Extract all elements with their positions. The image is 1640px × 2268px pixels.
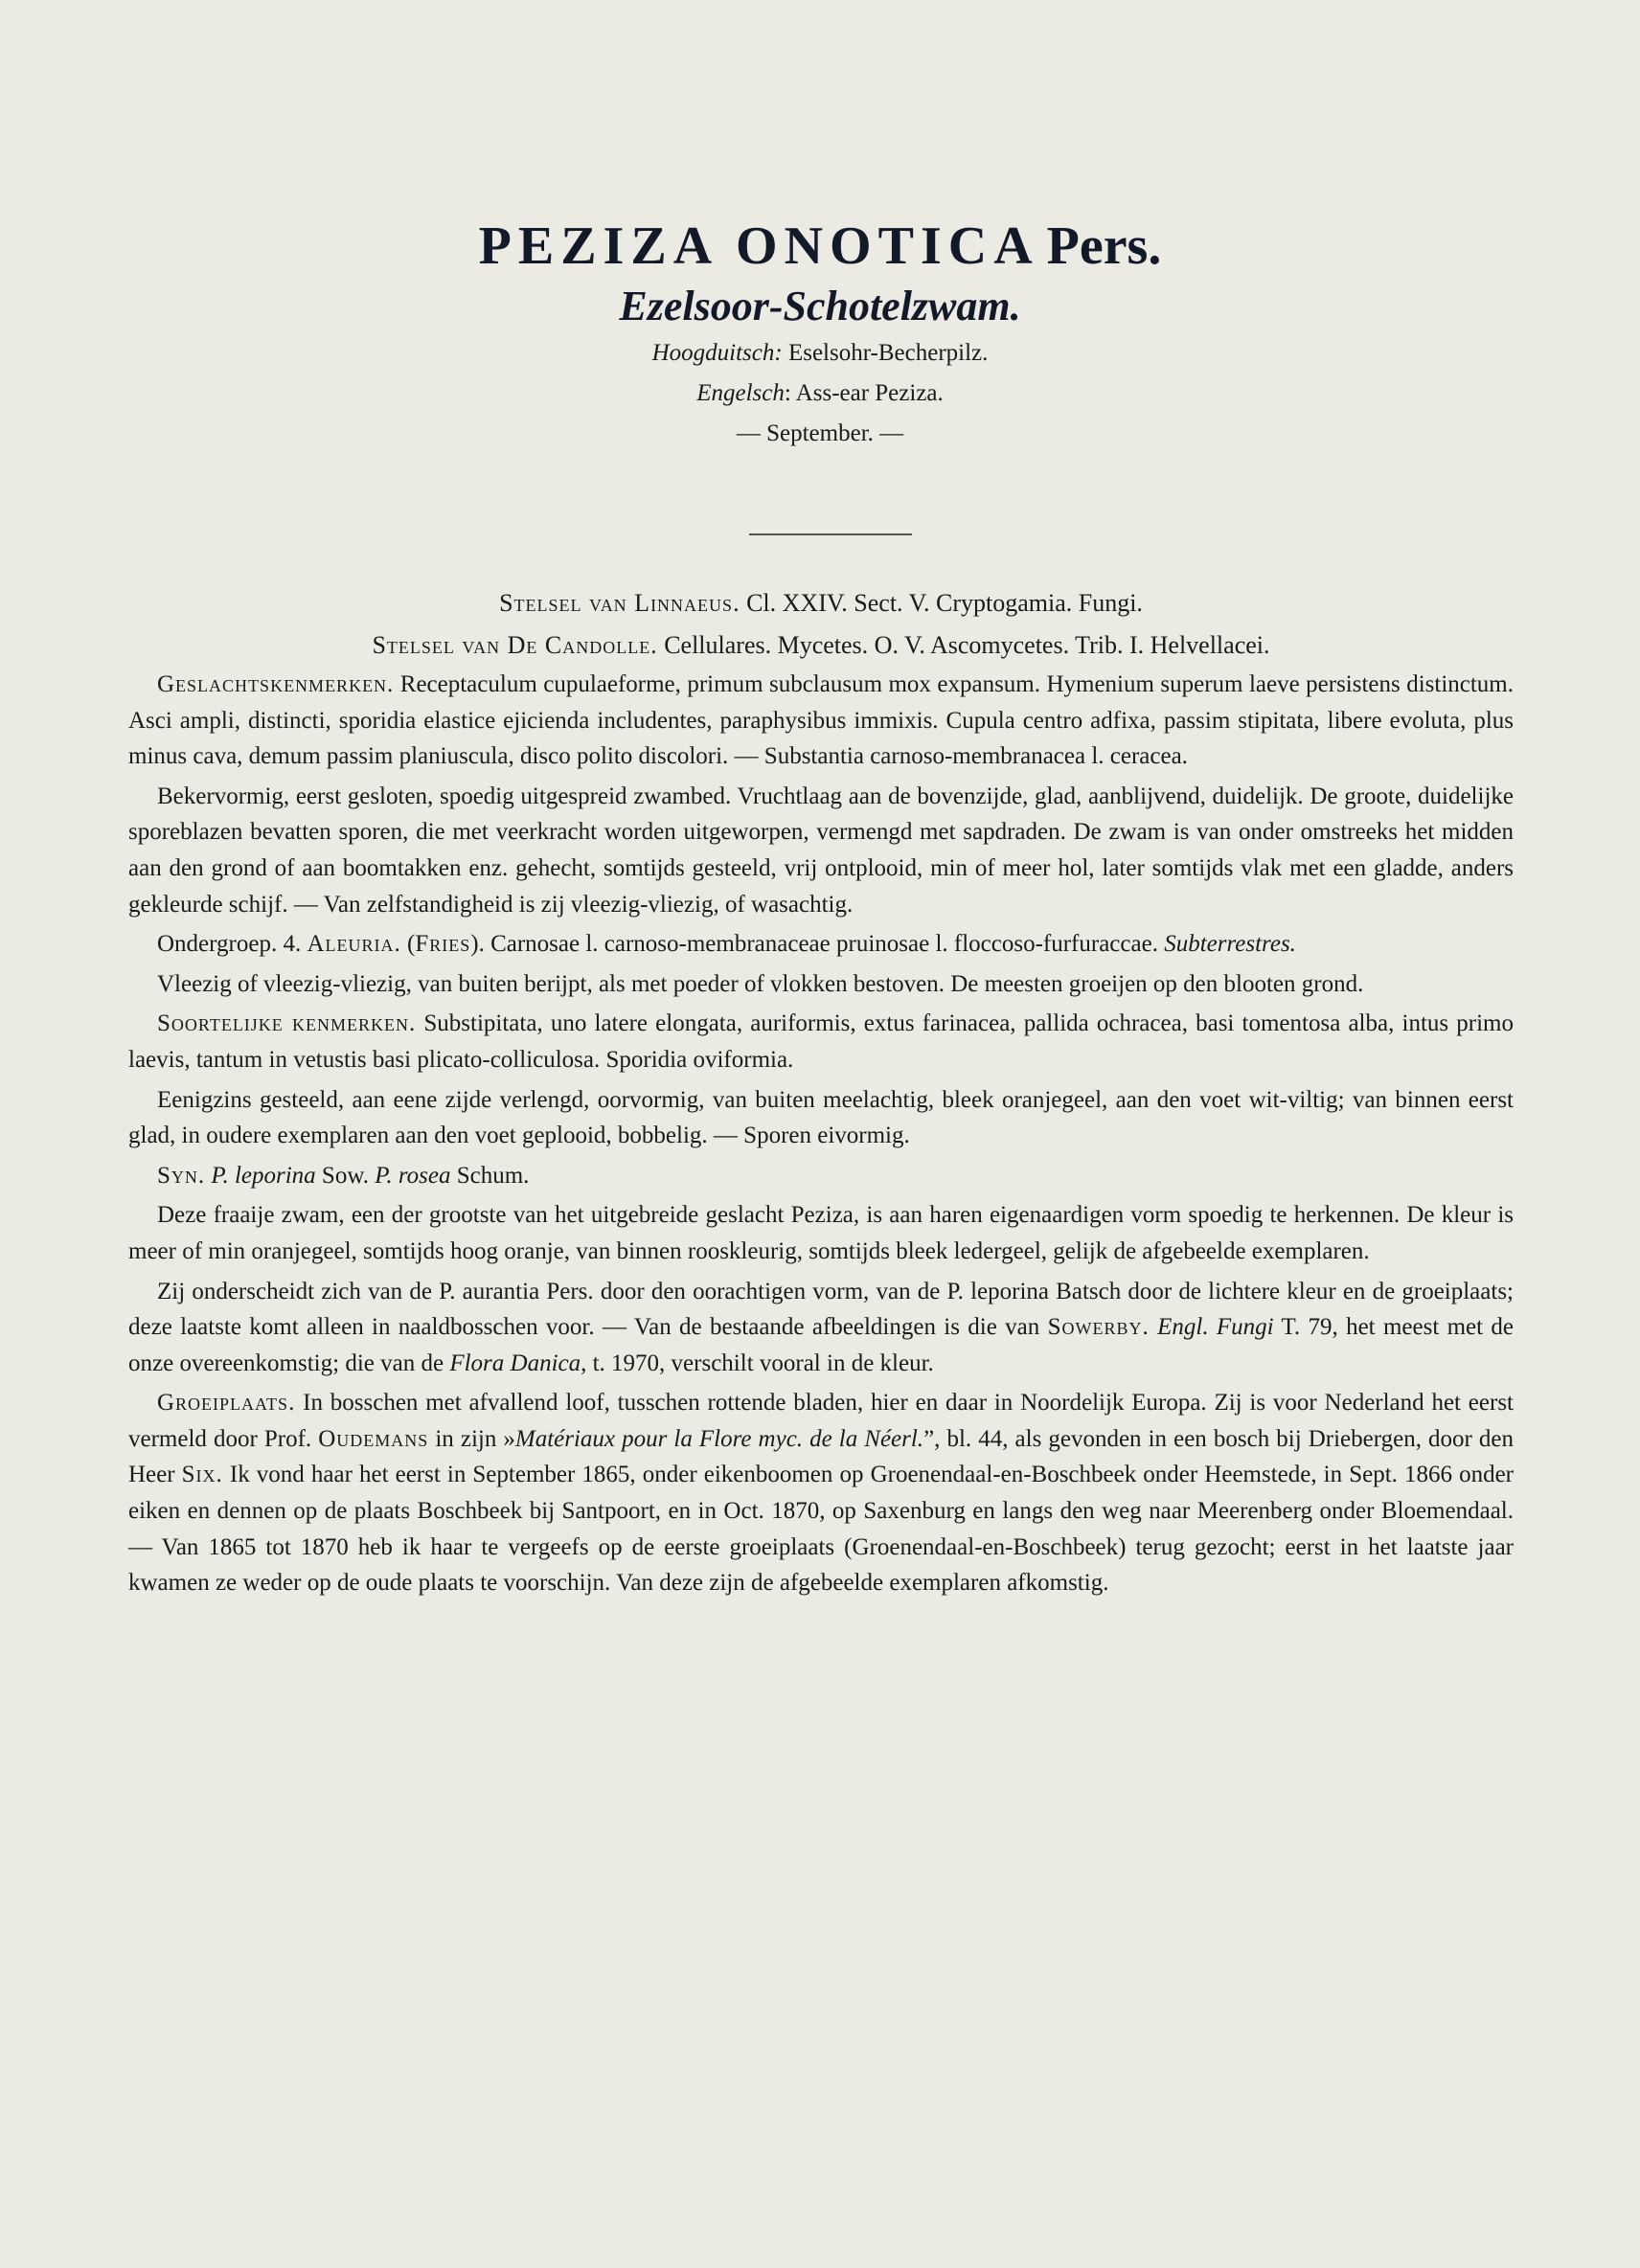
species-characters-latin	[128, 1006, 1514, 1077]
subgroup-prefix: Ondergroep. 4.	[157, 931, 308, 958]
habitat-work-title: Matériaux pour la Flore myc. de la Néerl.	[514, 1425, 924, 1452]
species-title	[0, 213, 1640, 280]
genus-characters-latin	[128, 667, 1514, 775]
species-latin-text: Substipitata, uno latere elongata, auriformis, extus farinacea, pallida ochracea, basi tomentosa alba, intus primo laevis, tantum in vetustis basi plicato-colliculosa. Sporidia oviformia.	[128, 1010, 1514, 1073]
english-label: Engelsch	[696, 380, 785, 406]
subgroup-name: Aleuria.	[307, 931, 401, 958]
month-line: — September. —	[736, 420, 904, 446]
subgroup-subterrestres: Subterrestres.	[1164, 931, 1296, 958]
german-name: Eselsohr-Becherpilz.	[782, 340, 989, 366]
syn-leporina: P. leporina	[205, 1162, 316, 1189]
desc2-text-a: Zij onderscheidt zich van de P. aurantia Pers. door den oorachtigen vorm, van de P. leporina Batsch door de lichtere kleur en de groeiplaats; deze laatste komt alleen in naaldbosschen voor. — Van de bestaande afbeeldingen is die van	[128, 1278, 1514, 1341]
main-text	[128, 582, 1514, 1605]
title-author: Pers.	[1046, 216, 1162, 276]
synonyms	[128, 1158, 1514, 1194]
subgroup-fries: Fries	[415, 931, 471, 958]
subgroup-paragraph	[128, 926, 1514, 963]
description-1: Deze fraaije zwam, een der grootste van het uitgebreide geslacht Peziza, is aan haren eigenaardigen vorm spoedig te herkennen. De kleur is meer of min oranjegeel, somtijds hoog oranje, van binnen rooskleurig, somtijds bleek ledergeel, gelijk de afgebeelde exemplaren.	[128, 1202, 1514, 1264]
subgroup-latin: ). Carnosae l. carnoso-membranaceae pruinosae l. floccoso-furfuraccae.	[470, 931, 1165, 958]
syn-sow: Sow.	[315, 1162, 376, 1189]
english-name-line	[0, 374, 1640, 414]
english-name: : Ass-ear Peziza.	[784, 380, 944, 406]
habitat-text-d: Ik vond haar het eerst in September 1865, onder eikenboomen op Groenendaal-en-Boschbeek onder Heemstede, in Sept. 1866 onder eiken en dennen op de plaats Boschbeek bij Santpoort, en in Oct. 1870, op Saxenburg en langs den weg naar Meerenberg onder Bloemendaal. — Van 1865 tot 1870 heb ik haar te vergeefs op de eerste groeiplaats (Groenendaal-en-Boschbeek) terug gezocht; eerst in het laatste jaar kwamen ze weder op de oude plaats te voorschijn. Van deze zijn de afgebeelde exemplaren afkomstig.	[128, 1462, 1514, 1597]
divider-rule	[749, 533, 912, 535]
subgroup-dutch: Vleezig of vleezig-vliezig, van buiten berijpt, als met poeder of vlokken bestoven. De meesten groeijen op den blooten grond.	[157, 970, 1364, 997]
german-label: Hoogduitsch:	[651, 340, 783, 366]
syn-rosea: P. rosea	[375, 1162, 451, 1189]
linnaeus-system	[128, 582, 1514, 624]
linnaeus-label: Stelsel van Linnaeus.	[499, 589, 740, 617]
linnaeus-text: Cl. XXIV. Sect. V. Cryptogamia. Fungi.	[740, 589, 1143, 617]
syn-schum: Schum.	[450, 1162, 530, 1189]
habitat-text-a: In bosschen met afvallend loof, tusschen rottende bladen, hier en daar in Noordelijk Europa. Zij is voor Nederland het eerst vermeld door Prof.	[128, 1390, 1514, 1452]
header	[0, 213, 1640, 454]
habitat-oudemans: Oudemans	[318, 1425, 429, 1452]
dutch-common-name: Ezelsoor-Schotelzwam.	[619, 283, 1021, 329]
desc2-sowerby: Sowerby.	[1047, 1314, 1150, 1341]
genus-characters-dutch: Bekervormig, eerst gesloten, spoedig uitgespreid zwambed. Vruchtlaag aan de bovenzijde, glad, aanblijvend, duidelijk. De groote, duidelijke sporeblazen bevatten sporen, die met veerkracht worden uitgeworpen, vermengd met sapdraden. De zwam is van onder omstreeks het midden aan den grond of aan boomtakken enz. gehecht, somtijds gesteeld, vrij ontplooid, min of meer hol, later somtijds vlak met een gladde, anders gekleurde schijf. — Van zelfstandigheid is zij vleezig-vliezig, of wasachtig.	[128, 782, 1514, 918]
candolle-text: Cellulares. Mycetes. O. V. Ascomycetes. Trib. I. Helvellacei.	[657, 631, 1270, 659]
description-2	[128, 1274, 1514, 1382]
habitat-six: Six.	[181, 1462, 223, 1488]
species-label: Soortelijke kenmerken.	[157, 1010, 417, 1037]
title-genus-species: PEZIZA ONOTICA	[478, 216, 1039, 276]
desc2-text-b: T. 79, het meest met de onze overeenkomstig; die van de	[128, 1314, 1515, 1376]
habitat-text-b: in zijn »	[428, 1425, 515, 1452]
candolle-system	[128, 624, 1514, 667]
genus-label: Geslachtskenmerken.	[157, 671, 395, 697]
habitat-label: Groeiplaats.	[157, 1390, 296, 1417]
desc2-flora-danica: Flora Danica	[449, 1349, 581, 1376]
habitat-text-c: ”, bl. 44, als gevonden in een bosch bij Driebergen, door den Heer	[128, 1425, 1514, 1488]
subgroup-paren-open: (	[400, 931, 416, 958]
syn-label: Syn.	[157, 1162, 206, 1189]
candolle-label: Stelsel van De Candolle.	[372, 631, 658, 659]
species-characters-dutch: Eenigzins gesteeld, aan eene zijde verlengd, oorvormig, van buiten meelachtig, bleek oranjegeel, aan den voet wit-viltig; van binnen eerst glad, in oudere exemplaren aan den voet geplooid, bobbelig. — Sporen eivormig.	[128, 1086, 1514, 1149]
german-name-line	[0, 333, 1640, 374]
desc2-text-c: , t. 1970, verschilt vooral in de kleur.	[581, 1349, 934, 1376]
genus-latin-text: Receptaculum cupulaeforme, primum subclausum mox expansum. Hymenium superum laeve persistens distinctum. Asci ampli, distincti, sporidia elastice ejicienda includentes, paraphysibus immixis. Cupula centro adfixa, passim stipitata, libere evoluta, plus minus cava, demum passim planiuscula, disco polito discolori. — Substantia carnoso-membranacea l. ceracea.	[128, 671, 1514, 770]
desc2-engl-fungi: Engl. Fungi	[1149, 1314, 1274, 1341]
habitat-paragraph	[128, 1385, 1514, 1601]
